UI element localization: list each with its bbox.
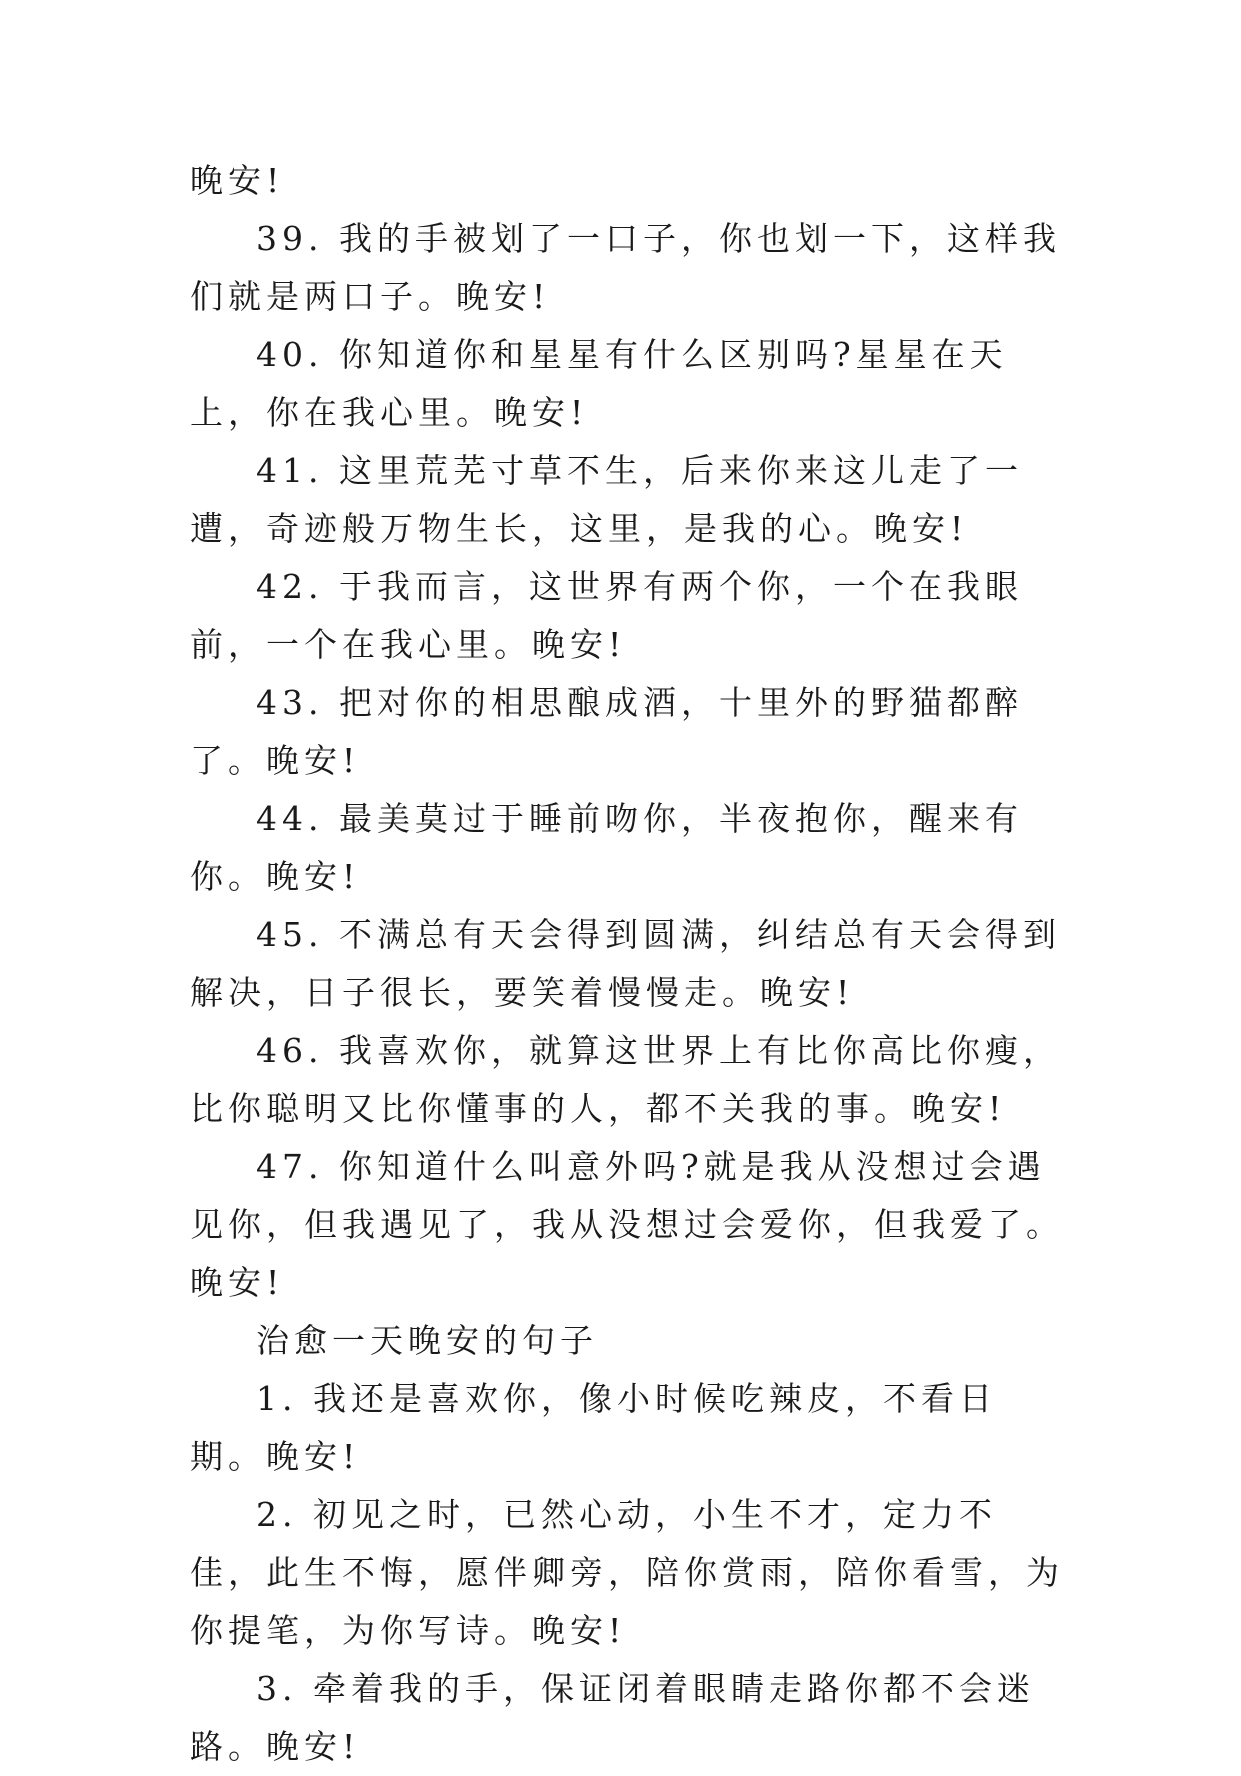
paragraph-44: 44. 最美莫过于睡前吻你，半夜抱你，醒来有你。晚安! <box>190 799 1023 896</box>
paragraph-43: 43. 把对你的相思酿成酒，十里外的野猫都醉了。晚安! <box>190 683 1023 780</box>
paragraph-41: 41. 这里荒芜寸草不生，后来你来这儿走了一遭，奇迹般万物生长，这里，是我的心。晚安! <box>190 451 1023 548</box>
paragraph-0: 晚安! <box>190 161 285 200</box>
paragraph-45: 45. 不满总有天会得到圆满，纠结总有天会得到解决，日子很长，要笑着慢慢走。晚安! <box>190 915 1061 1012</box>
paragraph-3: 3. 牵着我的手，保证闭着眼睛走路你都不会迷路。晚安! <box>190 1669 1035 1766</box>
paragraph-1: 1. 我还是喜欢你，像小时候吃辣皮，不看日期。晚安! <box>190 1379 997 1476</box>
paragraph-47: 47. 你知道什么叫意外吗?就是我从没想过会遇见你，但我遇见了，我从没想过会爱你，但我爱了。晚安! <box>190 1147 1064 1302</box>
paragraph-46: 46. 我喜欢你，就算这世界上有比你高比你瘦，比你聪明又比你懂事的人，都不关我的事。晚安! <box>190 1031 1061 1128</box>
paragraph-40: 40. 你知道你和星星有什么区别吗?星星在天上，你在我心里。晚安! <box>190 335 1008 432</box>
paragraph-42: 42. 于我而言，这世界有两个你，一个在我眼前，一个在我心里。晚安! <box>190 567 1023 664</box>
paragraph-2: 2. 初见之时，已然心动，小生不才，定力不佳，此生不悔，愿伴卿旁，陪你赏雨，陪你看雪，为你提笔，为你写诗。晚安! <box>190 1495 1064 1650</box>
section-heading: 治愈一天晚安的句子 <box>256 1321 598 1360</box>
paragraph-39: 39. 我的手被划了一口子，你也划一下，这样我们就是两口子。晚安! <box>190 219 1061 316</box>
document-body <box>190 152 1070 1776</box>
